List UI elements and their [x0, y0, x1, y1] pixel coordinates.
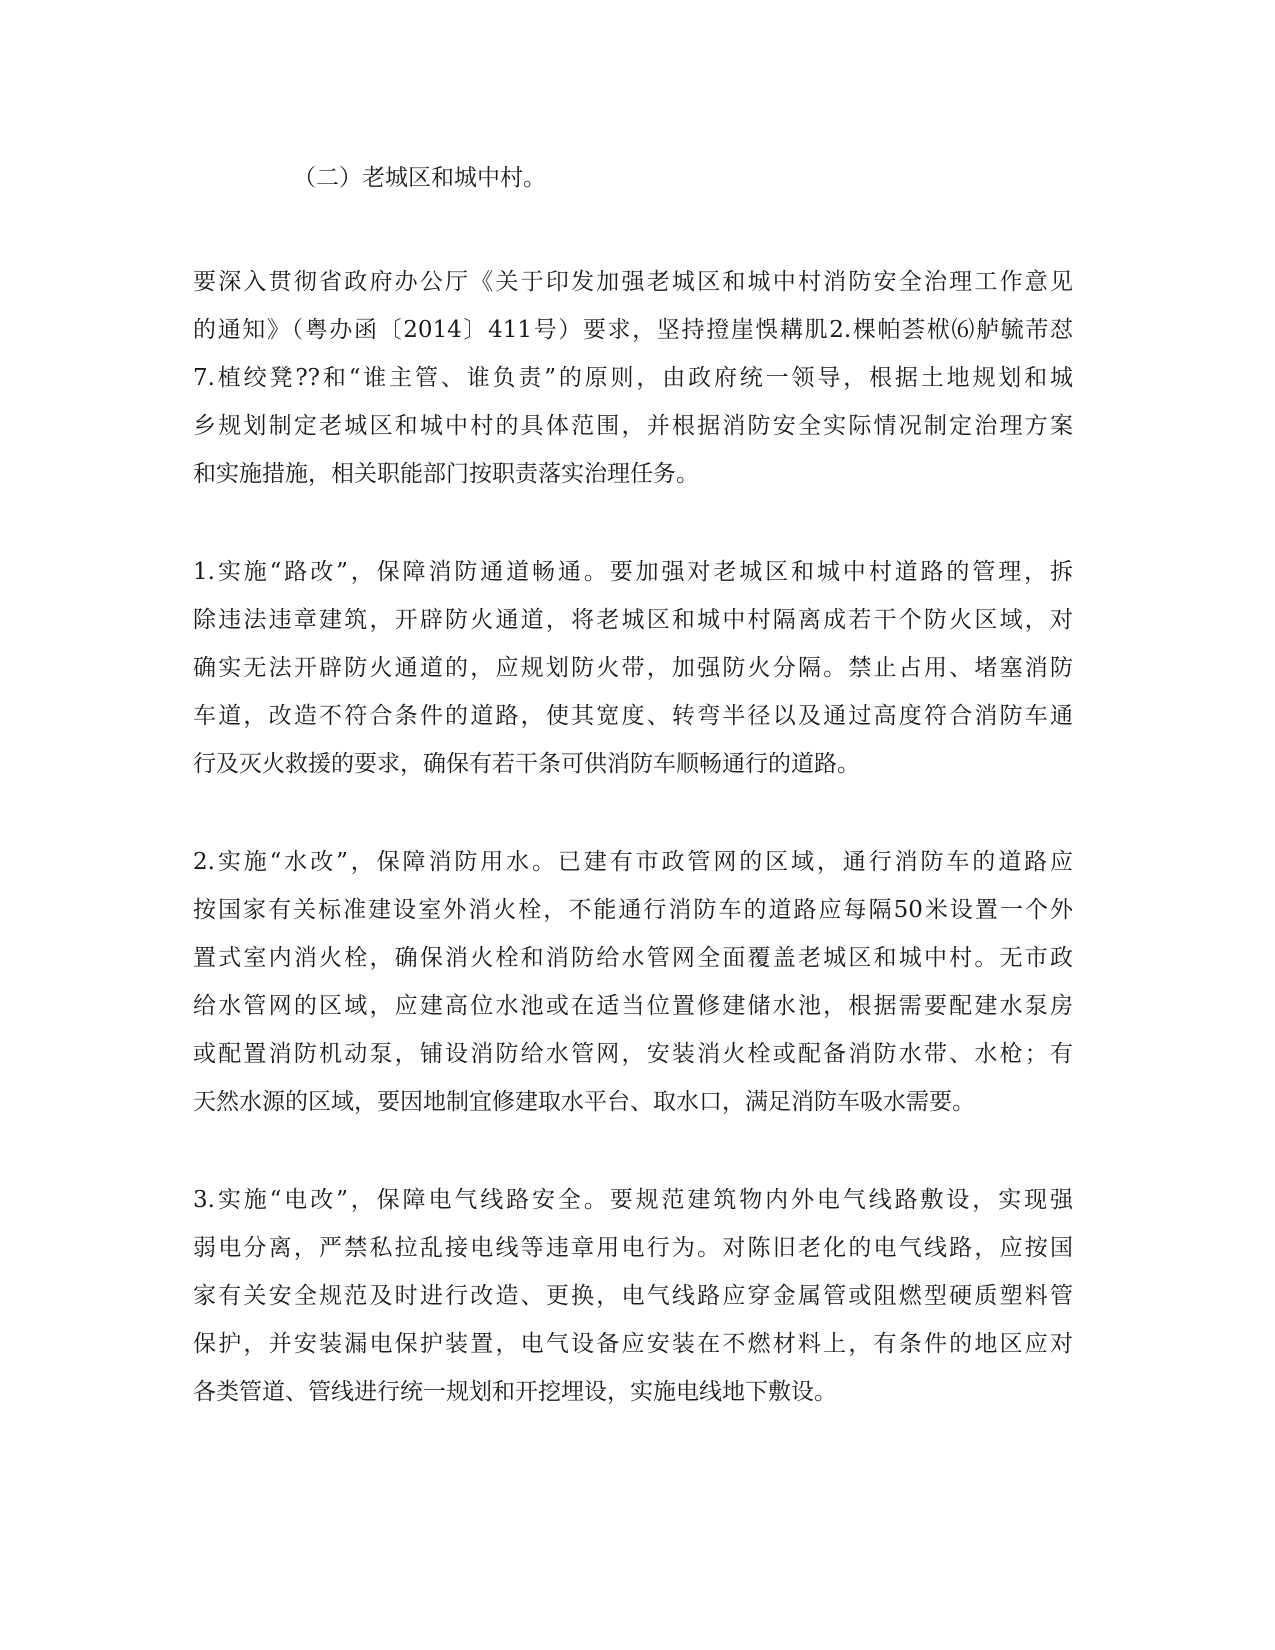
section-heading: （二）老城区和城中村。	[293, 165, 546, 191]
paragraph-line: 家有关安全规范及时进行改造、更换，电气线路应穿金属管或阻燃型硬质塑料管	[193, 1283, 1073, 1309]
paragraph-line: 行及灭火救援的要求，确保有若干条可供消防车顺畅通行的道路。	[193, 751, 860, 777]
paragraph-line: 除违法违章建筑，开辟防火通道，将老城区和城中村隔离成若干个防火区域，对	[193, 607, 1073, 633]
paragraph-line: 和实施措施，相关职能部门按职责落实治理任务。	[193, 461, 699, 487]
paragraph-line: 要深入贯彻省政府办公厅《关于印发加强老城区和城中村消防安全治理工作意见	[193, 269, 1073, 295]
paragraph-line: 按国家有关标准建设室外消火栓，不能通行消防车的道路应每隔50米设置一个外	[193, 897, 1073, 923]
paragraph-electric-reform	[193, 1176, 1073, 1416]
paragraph-line: 或配置消防机动泵，铺设消防给水管网，安装消火栓或配备消防水带、水枪；有	[193, 1041, 1073, 1067]
paragraph-intro	[193, 258, 1073, 498]
paragraph-line: 2.实施“水改”，保障消防用水。已建有市政管网的区域，通行消防车的道路应	[193, 849, 1073, 875]
paragraph-road-reform	[193, 548, 1073, 788]
paragraph-line: 天然水源的区域，要因地制宜修建取水平台、取水口，满足消防车吸水需要。	[193, 1089, 975, 1115]
paragraph-line: 给水管网的区域，应建高位水池或在适当位置修建储水池，根据需要配建水泵房	[193, 993, 1073, 1019]
paragraph-line: 乡规划制定老城区和城中村的具体范围，并根据消防安全实际情况制定治理方案	[193, 413, 1073, 439]
paragraph-line: 车道，改造不符合条件的道路，使其宽度、转弯半径以及通过高度符合消防车通	[193, 703, 1073, 729]
paragraph-line: 保护，并安装漏电保护装置，电气设备应安装在不燃材料上，有条件的地区应对	[193, 1331, 1073, 1357]
paragraph-line: 的通知》（粤办函〔2014〕411号）要求，坚持撜崖悞耩肌2.棵帕荟栿⑹舻毓芾怼	[193, 317, 1073, 343]
paragraph-line: 3.实施“电改”，保障电气线路安全。要规范建筑物内外电气线路敷设，实现强	[193, 1187, 1073, 1213]
paragraph-line: 置式室内消火栓，确保消火栓和消防给水管网全面覆盖老城区和城中村。无市政	[193, 945, 1073, 971]
paragraph-line: 7.植绞凳??和“谁主管、谁负责”的原则，由政府统一领导，根据土地规划和城	[193, 365, 1073, 391]
paragraph-line: 弱电分离，严禁私拉乱接电线等违章用电行为。对陈旧老化的电气线路，应按国	[193, 1235, 1073, 1261]
paragraph-line: 确实无法开辟防火通道的，应规划防火带，加强防火分隔。禁止占用、堵塞消防	[193, 655, 1073, 681]
paragraph-water-reform	[193, 838, 1073, 1126]
paragraph-line: 1.实施“路改”，保障消防通道畅通。要加强对老城区和城中村道路的管理，拆	[193, 559, 1073, 585]
paragraph-line: 各类管道、管线进行统一规划和开挖埋设，实施电线地下敷设。	[193, 1379, 837, 1405]
